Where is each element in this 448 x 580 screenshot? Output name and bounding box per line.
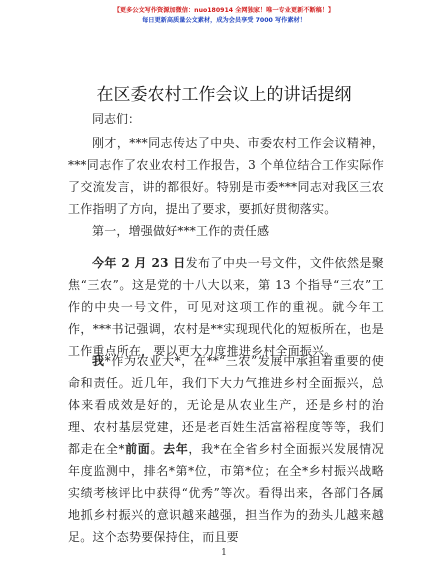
paragraph-3-text-3: ，我*在全省乡村全面振兴发展情况年度监测中，排名*第*位，市第*位；在全*乡村振兴战略实绩考核评比中获得“优秀”等次。看得出来，各部门各属地抓乡村振兴的意识越来越强，担当作为的劲头儿越来越足。这个态势要保持住，而且要 [68, 442, 385, 544]
paragraph-3-lead-1: 我 [92, 354, 105, 368]
paragraph-3-text-2: 。 [150, 442, 164, 456]
promo-banner-line-2: 每日更新高质量公文素材，成为会员享受 7000 写作素材！ [142, 17, 306, 24]
paragraph-1-text: 刚才，***同志传达了中央、市委农村工作会议精神，***同志作了农业农村工作报告，3 个单位结合工作实际作了交流发言，讲的都很好。特别是市委***同志对我区三农工作指明了方向，提出了要求，要抓好贯彻落实。 [68, 136, 384, 216]
paragraph-2-lead: 今年 2 月 23 日 [92, 256, 186, 270]
paragraph-2-text [68, 252, 384, 362]
paragraph-2-rest: 发布了中央一号文件，文件依然是聚焦“三农”。这是党的十八大以来，第 13 个指导“三农”工作的中央一号文件，可见对这项工作的重视。就今年工作，***书记强调，农村是**实现现代化的短板所在，也是工作重点所在，要以更大力度推进乡村全面振兴。 [68, 256, 384, 358]
page-number: 1 [221, 548, 227, 558]
paragraph-2 [68, 252, 384, 362]
paragraph-3-text [68, 350, 384, 548]
section-heading-1 [68, 220, 384, 242]
paragraph-3-lead-2: 前面 [124, 442, 151, 456]
promo-banner-line-1: 【更多公文写作资源加微信：nuo180914 全网独家！唯一专业更新不断稿！】 [113, 7, 335, 14]
paragraph-3-text-1: *作为农业大*，在**“三农”发展中承担着重要的使命和责任。近几年，我们下大力气推进乡村全面振兴，总体来看成效是好的，无论是从农业生产，还是乡村的治理、农村基层党建，还是老百姓生活富裕程度等等，我们都走在全* [68, 354, 385, 456]
document-title: 在区委农村工作会议上的讲话提纲 [96, 85, 352, 105]
paragraph-3-lead-3: 去年 [163, 442, 189, 456]
greeting: 同志们： [92, 112, 141, 126]
section-heading-1-text: 第一，增强做好***工作的责任感 [92, 224, 270, 238]
paragraph-1 [68, 132, 384, 220]
paragraph-3 [68, 350, 384, 548]
